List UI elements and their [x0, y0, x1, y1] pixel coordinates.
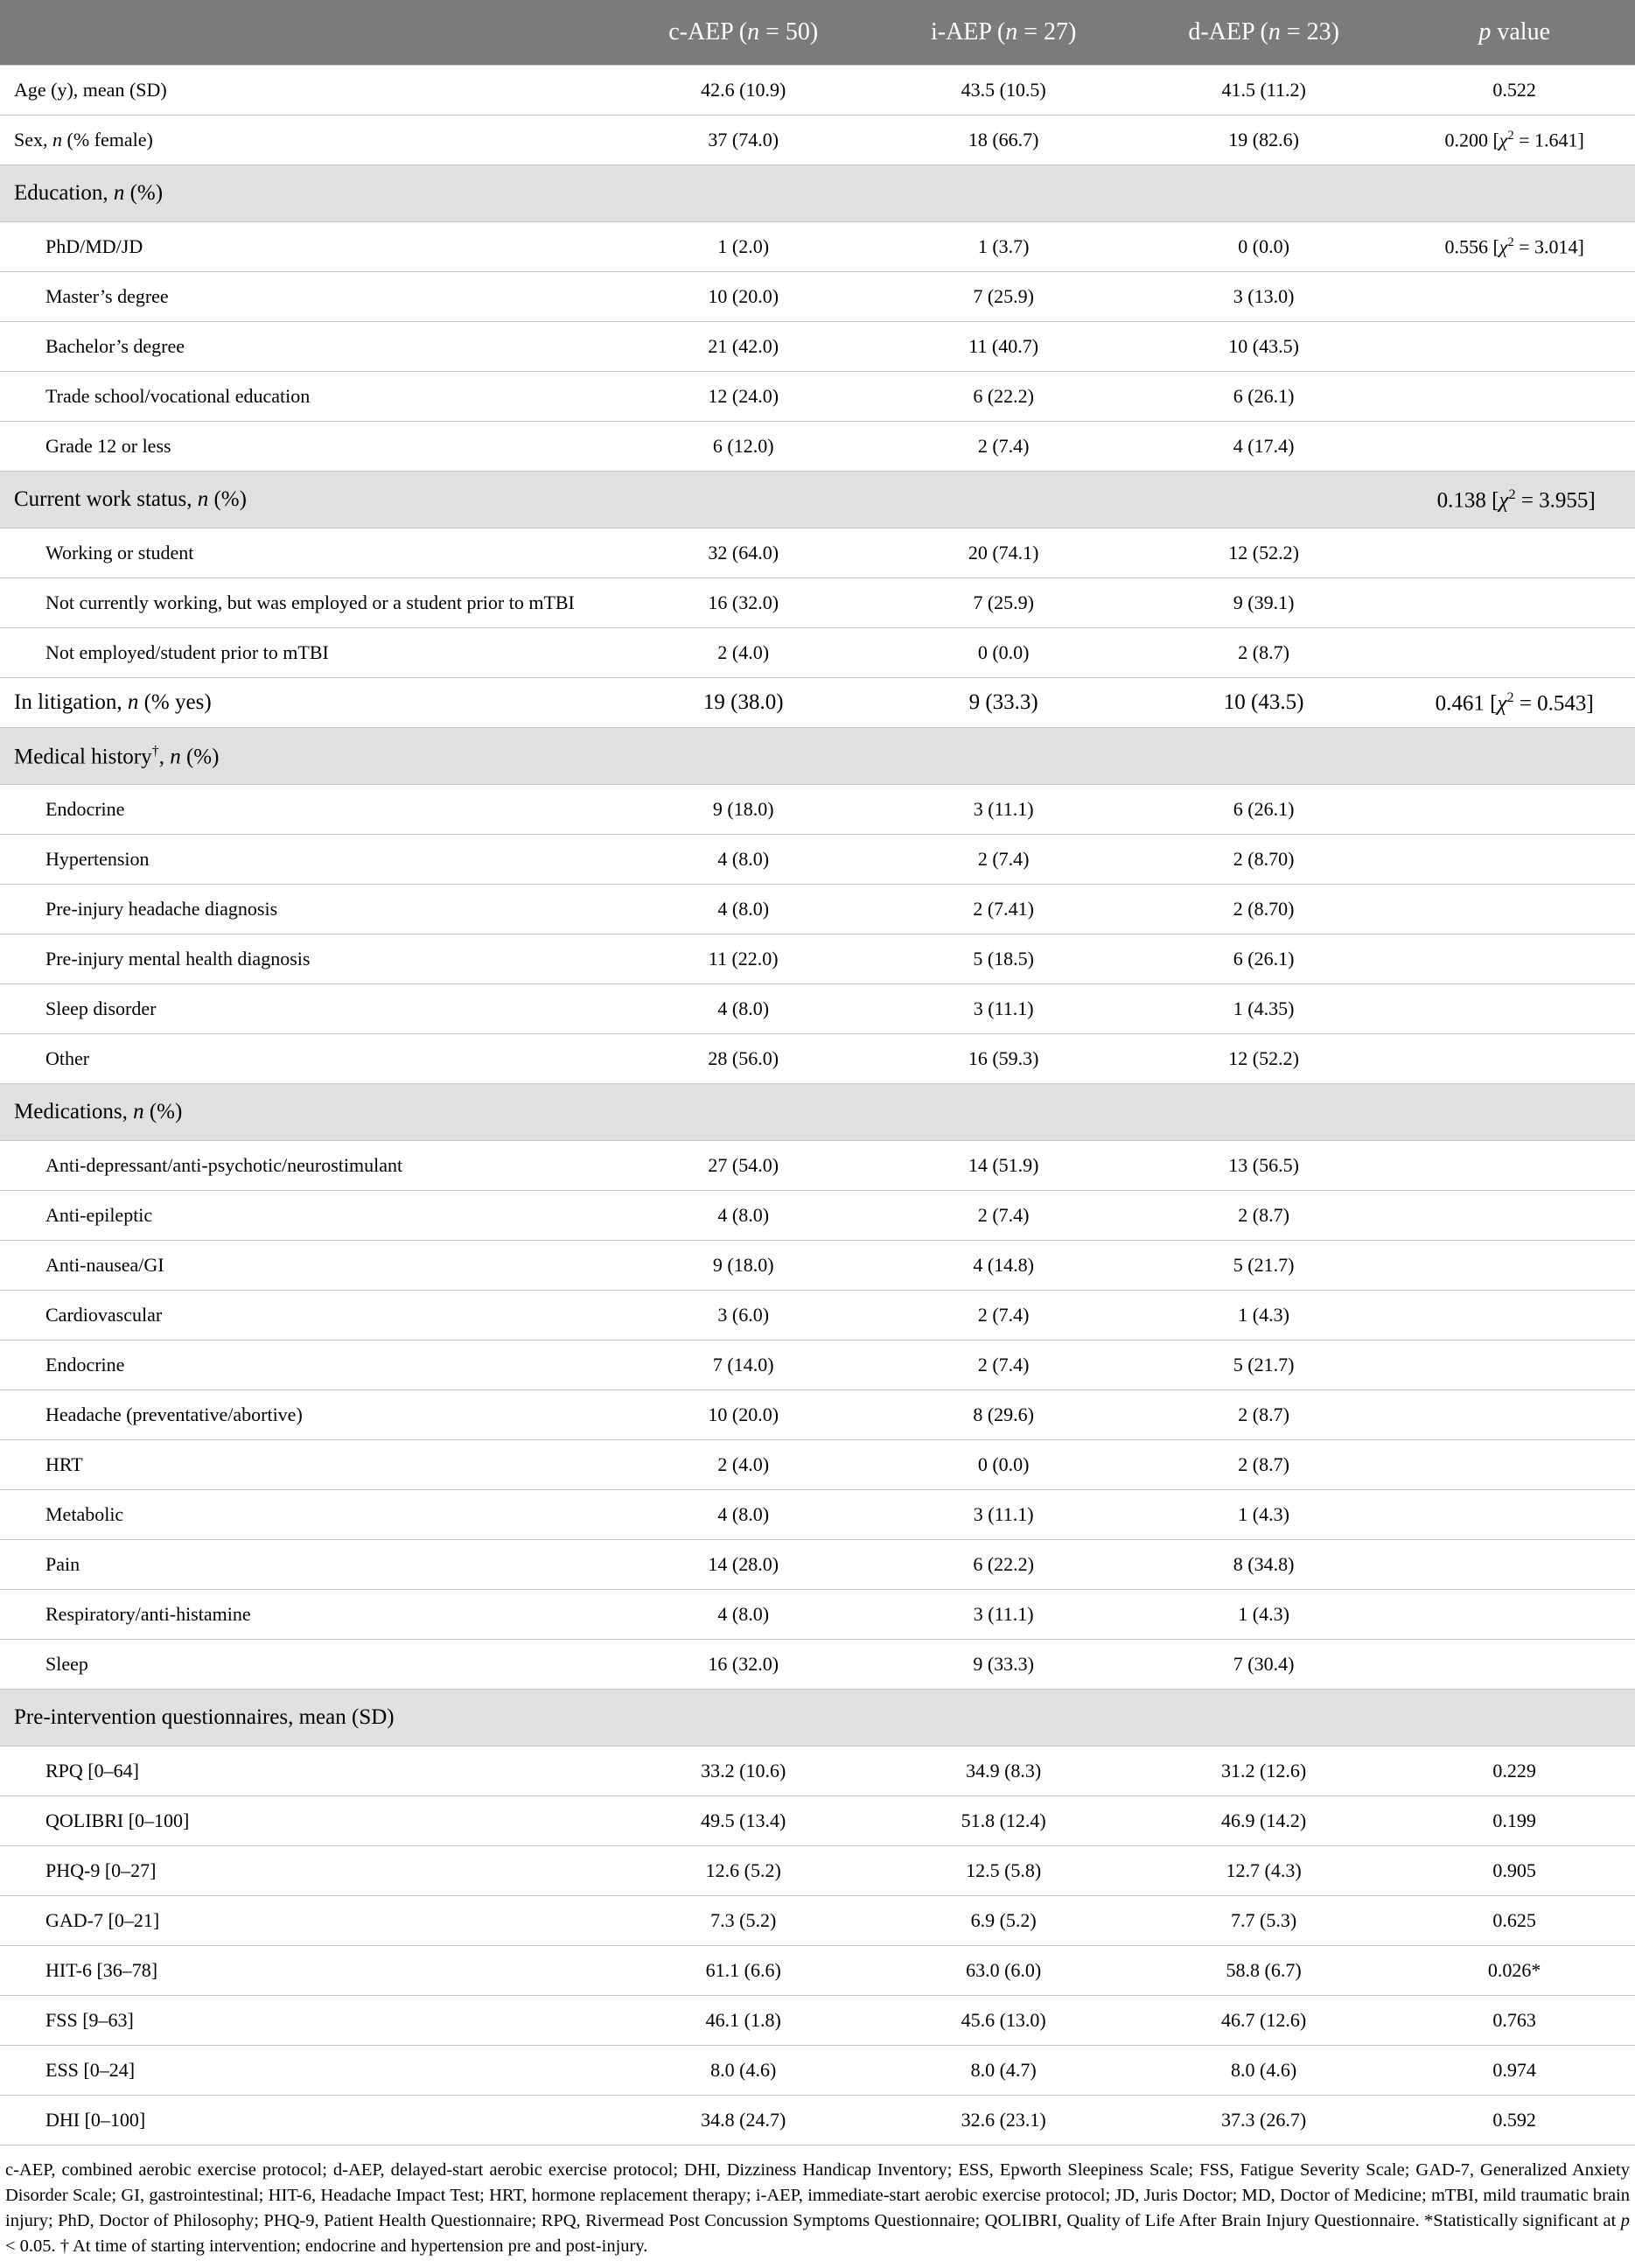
table-row — [0, 1946, 1635, 1996]
row-value — [613, 1084, 873, 1141]
row-label: Anti-epileptic — [0, 1191, 613, 1241]
row-label: HIT-6 [36–78] — [0, 1946, 613, 1996]
row-value — [873, 728, 1133, 785]
table-row — [0, 1390, 1635, 1440]
row-label: Pain — [0, 1540, 613, 1590]
row-value: 2 (7.4) — [873, 1340, 1133, 1390]
row-value: 45.6 (13.0) — [873, 1996, 1133, 2046]
header-row — [0, 0, 1635, 66]
row-value: 3 (11.1) — [873, 785, 1133, 835]
row-label: Pre-injury mental health diagnosis — [0, 934, 613, 984]
row-value: 0.229 — [1394, 1746, 1635, 1796]
row-value — [1134, 728, 1394, 785]
row-value — [1394, 1291, 1635, 1340]
row-value — [1394, 1141, 1635, 1191]
row-value: 7 (25.9) — [873, 578, 1133, 628]
row-label: GAD-7 [0–21] — [0, 1896, 613, 1946]
row-label: Other — [0, 1034, 613, 1084]
row-label: Master’s degree — [0, 272, 613, 322]
row-value — [873, 1084, 1133, 1141]
table-row — [0, 628, 1635, 678]
row-value: 1 (4.3) — [1134, 1291, 1394, 1340]
row-value — [1394, 372, 1635, 422]
table-row — [0, 678, 1635, 728]
row-value: 6 (26.1) — [1134, 372, 1394, 422]
table-row — [0, 2046, 1635, 2096]
row-value: 0 (0.0) — [873, 1440, 1133, 1490]
row-value: 0.522 — [1394, 66, 1635, 116]
row-value: 4 (8.0) — [613, 885, 873, 934]
row-value: 1 (3.7) — [873, 222, 1133, 272]
table-row — [0, 1340, 1635, 1390]
table-row — [0, 1846, 1635, 1896]
row-value: 31.2 (12.6) — [1134, 1746, 1394, 1796]
row-label: Age (y), mean (SD) — [0, 66, 613, 116]
row-value: 6 (26.1) — [1134, 934, 1394, 984]
row-label: Endocrine — [0, 785, 613, 835]
row-value: 12.5 (5.8) — [873, 1846, 1133, 1896]
table-row — [0, 984, 1635, 1034]
row-value: 2 (8.7) — [1134, 1390, 1394, 1440]
table-row — [0, 1746, 1635, 1796]
table-row — [0, 116, 1635, 165]
row-value — [873, 165, 1133, 222]
row-value: 46.9 (14.2) — [1134, 1796, 1394, 1846]
row-value: 4 (17.4) — [1134, 422, 1394, 472]
row-value: 2 (8.7) — [1134, 628, 1394, 678]
row-label: Sex, n (% female) — [0, 116, 613, 165]
row-value: 0.974 — [1394, 2046, 1635, 2096]
row-value — [1394, 1340, 1635, 1390]
row-label: Sleep — [0, 1640, 613, 1690]
table-row — [0, 2096, 1635, 2146]
row-value: 37 (74.0) — [613, 116, 873, 165]
row-value — [1394, 934, 1635, 984]
row-label: Respiratory/anti-histamine — [0, 1590, 613, 1640]
row-value: 4 (8.0) — [613, 1490, 873, 1540]
table-row — [0, 472, 1635, 528]
table-row — [0, 1490, 1635, 1540]
row-value: 10 (43.5) — [1134, 322, 1394, 372]
row-value: 13 (56.5) — [1134, 1141, 1394, 1191]
row-value: 21 (42.0) — [613, 322, 873, 372]
row-value: 1 (4.3) — [1134, 1490, 1394, 1540]
header-cell-1: c-AEP (n = 50) — [613, 0, 873, 66]
row-value: 33.2 (10.6) — [613, 1746, 873, 1796]
row-value — [613, 472, 873, 528]
header-cell-2: i-AEP (n = 27) — [873, 0, 1133, 66]
row-value: 0.138 $[\chi^2 = 3.955]$ — [1394, 472, 1635, 528]
table-row — [0, 1241, 1635, 1291]
row-value: 4 (8.0) — [613, 1590, 873, 1640]
row-value — [1394, 1191, 1635, 1241]
row-value — [1134, 1084, 1394, 1141]
table-row — [0, 1440, 1635, 1490]
row-label: FSS [9–63] — [0, 1996, 613, 2046]
table-row — [0, 422, 1635, 472]
row-value: 19 (38.0) — [613, 678, 873, 728]
row-value: 4 (8.0) — [613, 1191, 873, 1241]
row-value: 0.199 — [1394, 1796, 1635, 1846]
row-value: 0.026* — [1394, 1946, 1635, 1996]
row-label: In litigation, n (% yes) — [0, 678, 613, 728]
table-row — [0, 528, 1635, 578]
row-value: 16 (32.0) — [613, 578, 873, 628]
row-value: 18 (66.7) — [873, 116, 1133, 165]
row-value — [1394, 578, 1635, 628]
row-value — [1394, 1640, 1635, 1690]
row-value: 4 (8.0) — [613, 984, 873, 1034]
row-label: DHI [0–100] — [0, 2096, 613, 2146]
row-value: 0.556 $[\chi^2 = 3.014]$ — [1394, 222, 1635, 272]
table-row — [0, 1896, 1635, 1946]
row-value: 2 (7.4) — [873, 422, 1133, 472]
row-value: 9 (33.3) — [873, 678, 1133, 728]
row-label: Medical history†, n (%) — [0, 728, 613, 785]
row-value: 12.6 (5.2) — [613, 1846, 873, 1896]
header-cell-4: p value — [1394, 0, 1635, 66]
row-value: 2 (8.70) — [1134, 885, 1394, 934]
row-value: 2 (8.7) — [1134, 1440, 1394, 1490]
row-value: 34.9 (8.3) — [873, 1746, 1133, 1796]
row-value: 1 (4.35) — [1134, 984, 1394, 1034]
row-label: PHQ-9 [0–27] — [0, 1846, 613, 1896]
row-value: 12 (52.2) — [1134, 528, 1394, 578]
row-value: 2 (8.70) — [1134, 835, 1394, 885]
row-value: 5 (21.7) — [1134, 1340, 1394, 1390]
table-row — [0, 1640, 1635, 1690]
row-value: 12.7 (4.3) — [1134, 1846, 1394, 1896]
row-value: 14 (28.0) — [613, 1540, 873, 1590]
row-value: 32 (64.0) — [613, 528, 873, 578]
table-row — [0, 1191, 1635, 1241]
row-value — [1134, 1690, 1394, 1746]
row-value: 9 (39.1) — [1134, 578, 1394, 628]
table-row — [0, 222, 1635, 272]
row-value: 0.592 — [1394, 2096, 1635, 2146]
row-value — [613, 1690, 873, 1746]
row-value: 9 (33.3) — [873, 1640, 1133, 1690]
row-value — [1394, 984, 1635, 1034]
table-body — [0, 66, 1635, 2146]
table-footnote: c-AEP, combined aerobic exercise protocol; d-AEP, delayed-start aerobic exercise protocol; DHI, Dizziness Handicap Inventory; ESS, Epworth Sleepiness Scale; FSS, Fatigue Severity Scale; GAD-7, Generalized Anxiety Disorder Scale; GI, gastrointestinal; HIT-6, Headache Impact Test; HRT, hormone replacement therapy; i-AEP, immediate-start aerobic exercise protocol; JD, Juris Doctor; MD, Doctor of Medicine; mTBI, mild traumatic brain injury; PhD, Doctor of Philosophy; PHQ-9, Patient Health Questionnaire; RPQ, Rivermead Post Concussion Symptoms Questionnaire; QOLIBRI, Quality of Life After Brain Injury Questionnaire. *Statistically significant at p < 0.05. † At time of starting intervention; endocrine and hypertension pre and post-injury. — [5, 2160, 1630, 2257]
row-value — [1394, 1440, 1635, 1490]
row-value: 3 (11.1) — [873, 984, 1133, 1034]
row-value — [1394, 1590, 1635, 1640]
table-row — [0, 578, 1635, 628]
row-value: 16 (59.3) — [873, 1034, 1133, 1084]
row-value — [1394, 1241, 1635, 1291]
row-value: 7 (25.9) — [873, 272, 1133, 322]
row-value: 11 (40.7) — [873, 322, 1133, 372]
row-value: 41.5 (11.2) — [1134, 66, 1394, 116]
row-label: Sleep disorder — [0, 984, 613, 1034]
table-row — [0, 835, 1635, 885]
row-value: 6 (26.1) — [1134, 785, 1394, 835]
row-label: Not currently working, but was employed or a student prior to mTBI — [0, 578, 613, 628]
row-value: 10 (43.5) — [1134, 678, 1394, 728]
row-label: Medications, n (%) — [0, 1084, 613, 1141]
row-label: Pre-intervention questionnaires, mean (SD) — [0, 1690, 613, 1746]
row-value — [1394, 628, 1635, 678]
header-cell-0 — [0, 0, 613, 66]
table-row — [0, 885, 1635, 934]
table-row — [0, 372, 1635, 422]
row-value: 7.3 (5.2) — [613, 1896, 873, 1946]
row-label: HRT — [0, 1440, 613, 1490]
row-value — [1394, 528, 1635, 578]
row-value: 9 (18.0) — [613, 1241, 873, 1291]
row-label: Hypertension — [0, 835, 613, 885]
row-label: ESS [0–24] — [0, 2046, 613, 2096]
row-label: Endocrine — [0, 1340, 613, 1390]
row-value: 43.5 (10.5) — [873, 66, 1133, 116]
row-value: 0.625 — [1394, 1896, 1635, 1946]
row-label: Anti-nausea/GI — [0, 1241, 613, 1291]
row-value: 42.6 (10.9) — [613, 66, 873, 116]
row-value — [1394, 728, 1635, 785]
row-value: 20 (74.1) — [873, 528, 1133, 578]
row-label: Cardiovascular — [0, 1291, 613, 1340]
row-value — [1394, 165, 1635, 222]
row-value: 4 (8.0) — [613, 835, 873, 885]
row-value — [1394, 422, 1635, 472]
row-label: Education, n (%) — [0, 165, 613, 222]
row-value: 4 (14.8) — [873, 1241, 1133, 1291]
row-value: 8.0 (4.6) — [1134, 2046, 1394, 2096]
row-value: 10 (20.0) — [613, 272, 873, 322]
row-value: 28 (56.0) — [613, 1034, 873, 1084]
row-value: 7 (30.4) — [1134, 1640, 1394, 1690]
row-value — [1134, 472, 1394, 528]
row-value: 1 (4.3) — [1134, 1590, 1394, 1640]
row-label: Current work status, n (%) — [0, 472, 613, 528]
row-value: 5 (21.7) — [1134, 1241, 1394, 1291]
row-value: 0.200 $[\chi^2 = 1.641]$ — [1394, 116, 1635, 165]
table-row — [0, 322, 1635, 372]
row-value: 8 (29.6) — [873, 1390, 1133, 1440]
row-value: 2 (4.0) — [613, 628, 873, 678]
row-value: 7 (14.0) — [613, 1340, 873, 1390]
table-row — [0, 1996, 1635, 2046]
row-value — [613, 728, 873, 785]
row-label: Bachelor’s degree — [0, 322, 613, 372]
row-value — [1394, 885, 1635, 934]
row-value: 8.0 (4.7) — [873, 2046, 1133, 2096]
row-value — [873, 472, 1133, 528]
row-value: 6 (22.2) — [873, 372, 1133, 422]
row-value — [873, 1690, 1133, 1746]
row-value: 8 (34.8) — [1134, 1540, 1394, 1590]
row-value: 8.0 (4.6) — [613, 2046, 873, 2096]
table-row — [0, 1141, 1635, 1191]
row-value — [1134, 165, 1394, 222]
table-row — [0, 785, 1635, 835]
row-value: 32.6 (23.1) — [873, 2096, 1133, 2146]
row-value: 11 (22.0) — [613, 934, 873, 984]
row-value: 27 (54.0) — [613, 1141, 873, 1191]
row-value: 3 (13.0) — [1134, 272, 1394, 322]
table-row — [0, 934, 1635, 984]
row-value: 14 (51.9) — [873, 1141, 1133, 1191]
row-value: 2 (7.4) — [873, 835, 1133, 885]
row-value: 5 (18.5) — [873, 934, 1133, 984]
table-row — [0, 272, 1635, 322]
row-value: 46.1 (1.8) — [613, 1996, 873, 2046]
row-value: 6.9 (5.2) — [873, 1896, 1133, 1946]
row-value — [1394, 1690, 1635, 1746]
row-value: 46.7 (12.6) — [1134, 1996, 1394, 2046]
row-label: Not employed/student prior to mTBI — [0, 628, 613, 678]
row-value — [1394, 1034, 1635, 1084]
row-value: 3 (6.0) — [613, 1291, 873, 1340]
table-row — [0, 728, 1635, 785]
table-row — [0, 1690, 1635, 1746]
row-value: 7.7 (5.3) — [1134, 1896, 1394, 1946]
row-label: RPQ [0–64] — [0, 1746, 613, 1796]
row-value: 2 (8.7) — [1134, 1191, 1394, 1241]
table-row — [0, 1540, 1635, 1590]
row-value: 0.763 — [1394, 1996, 1635, 2046]
row-value — [1394, 835, 1635, 885]
row-value — [1394, 1540, 1635, 1590]
row-value: 2 (7.4) — [873, 1191, 1133, 1241]
row-value: 49.5 (13.4) — [613, 1796, 873, 1846]
row-value: 61.1 (6.6) — [613, 1946, 873, 1996]
row-value: 3 (11.1) — [873, 1490, 1133, 1540]
row-value: 12 (24.0) — [613, 372, 873, 422]
row-label: PhD/MD/JD — [0, 222, 613, 272]
table-row — [0, 1590, 1635, 1640]
row-label: Trade school/vocational education — [0, 372, 613, 422]
row-value: 3 (11.1) — [873, 1590, 1133, 1640]
row-value: 0.461 $[\chi^2 = 0.543]$ — [1394, 678, 1635, 728]
header-cell-3: d-AEP (n = 23) — [1134, 0, 1394, 66]
row-label: Pre-injury headache diagnosis — [0, 885, 613, 934]
row-value — [613, 165, 873, 222]
row-value: 2 (4.0) — [613, 1440, 873, 1490]
row-value — [1394, 322, 1635, 372]
table-row — [0, 1291, 1635, 1340]
table-row — [0, 1084, 1635, 1141]
row-label: Metabolic — [0, 1490, 613, 1540]
row-value: 9 (18.0) — [613, 785, 873, 835]
row-label: Grade 12 or less — [0, 422, 613, 472]
row-value: 51.8 (12.4) — [873, 1796, 1133, 1846]
row-label: QOLIBRI [0–100] — [0, 1796, 613, 1846]
row-value — [1394, 785, 1635, 835]
table-row — [0, 165, 1635, 222]
row-value: 58.8 (6.7) — [1134, 1946, 1394, 1996]
row-value: 34.8 (24.7) — [613, 2096, 873, 2146]
row-value: 10 (20.0) — [613, 1390, 873, 1440]
row-value: 12 (52.2) — [1134, 1034, 1394, 1084]
row-value: 0 (0.0) — [873, 628, 1133, 678]
row-value — [1394, 272, 1635, 322]
table-row — [0, 66, 1635, 116]
row-value: 6 (12.0) — [613, 422, 873, 472]
row-value — [1394, 1084, 1635, 1141]
row-value — [1394, 1490, 1635, 1540]
row-value: 1 (2.0) — [613, 222, 873, 272]
row-value: 19 (82.6) — [1134, 116, 1394, 165]
row-value: 0.905 — [1394, 1846, 1635, 1896]
row-value: 6 (22.2) — [873, 1540, 1133, 1590]
table-row — [0, 1796, 1635, 1846]
row-value: 16 (32.0) — [613, 1640, 873, 1690]
table-header — [0, 0, 1635, 66]
row-value: 2 (7.41) — [873, 885, 1133, 934]
row-value: 2 (7.4) — [873, 1291, 1133, 1340]
row-value: 63.0 (6.0) — [873, 1946, 1133, 1996]
row-value — [1394, 1390, 1635, 1440]
row-value: 37.3 (26.7) — [1134, 2096, 1394, 2146]
row-label: Headache (preventative/abortive) — [0, 1390, 613, 1440]
row-label: Anti-depressant/anti-psychotic/neurostimulant — [0, 1141, 613, 1191]
table-row — [0, 1034, 1635, 1084]
row-label: Working or student — [0, 528, 613, 578]
row-value: 0 (0.0) — [1134, 222, 1394, 272]
